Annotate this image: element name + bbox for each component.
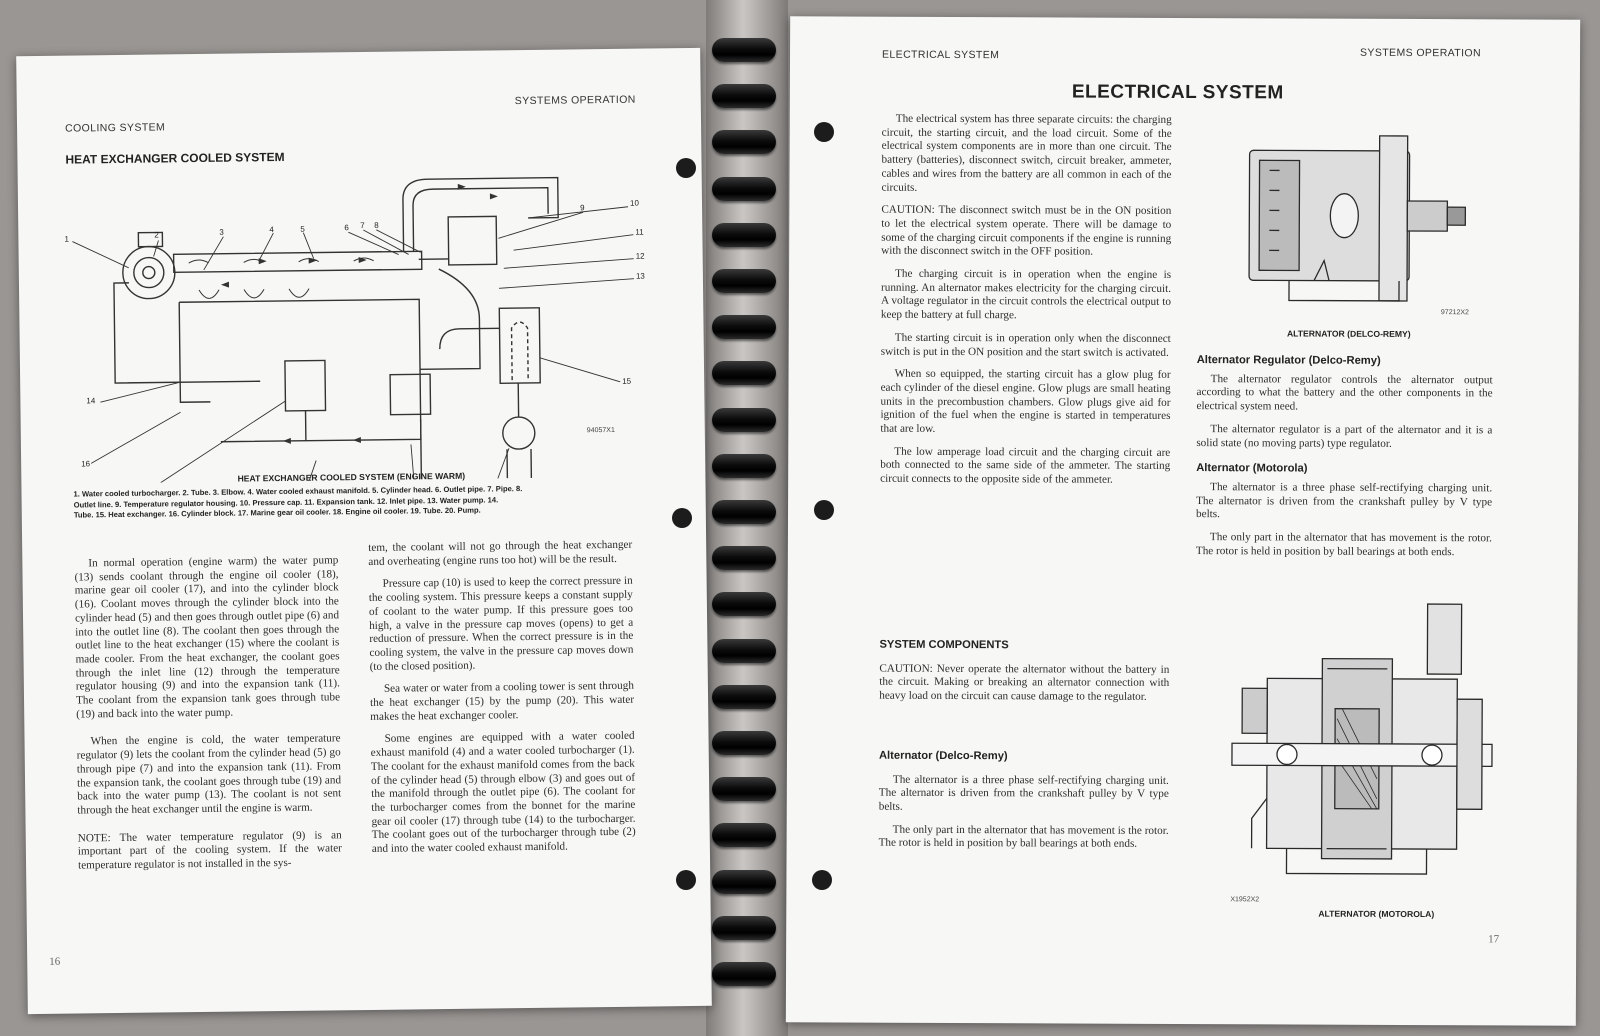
callout-9: 9 [580, 203, 585, 213]
motorola-heading: Alternator (Motorola) [1196, 462, 1308, 475]
regulator-heading: Alternator Regulator (Delco-Remy) [1196, 354, 1381, 367]
punch-hole [814, 122, 834, 142]
binding-coil [712, 592, 776, 616]
binding-coil [712, 962, 776, 986]
paragraph: The alternator regulator is a part of the alternator and it is a solid state (no moving parts) type regulator. [1196, 422, 1493, 450]
paragraph: The alternator is a three phase self-rectifying charging unit. The alternator is driven from the crankshaft pulley by V type belts. [878, 773, 1169, 813]
binding-coil [712, 731, 776, 755]
callout-3: 3 [219, 227, 224, 237]
page-number-right: 17 [1488, 933, 1500, 946]
paragraph: The electrical system has three separate circuits: the charging circuit, the starting circuit, and the load circuit. Some of the electrical system components are in more than one circuit. The battery (batteries), disconnect switch, circuit breaker, ammeter, cables and wires from the battery are all common in each of the circuits. [881, 112, 1172, 194]
right-column-1 [880, 113, 1172, 497]
paragraph: The charging circuit is in operation when the engine is running. An alternator makes electricity for the charging circuit. A voltage regulator in the circuit controls the electrical output to keep the battery at full charge. [880, 267, 1172, 322]
right-page [786, 16, 1580, 1025]
page-title: ELECTRICAL SYSTEM [1071, 81, 1284, 104]
paragraph: The only part in the alternator that has movement is the rotor. The rotor is held in position by ball bearings at both ends. [878, 823, 1169, 851]
system-components-section [879, 639, 1170, 861]
figure1-caption: ALTERNATOR (DELCO-REMY) [1286, 328, 1411, 339]
callout-2: 2 [154, 230, 159, 240]
paragraph: tem, the coolant will not go through the heat exchanger and overheating (engine runs too hot) will be the result. [368, 538, 633, 568]
page-number-left: 16 [49, 955, 61, 968]
callout-13: 13 [635, 271, 645, 281]
figure-caption: HEAT EXCHANGER COOLED SYSTEM (ENGINE WARM) [237, 470, 466, 484]
binding-coil [712, 130, 776, 154]
binding-coil [712, 777, 776, 801]
figure2-code: X1952X2 [1230, 896, 1260, 904]
binding-coil [712, 84, 776, 108]
paragraph: The alternator is a three phase self-rectifying charging unit. The alternator is driven from the crankshaft pulley by V type belts. [1196, 481, 1493, 521]
punch-hole [812, 870, 832, 890]
punch-hole [676, 870, 696, 890]
legend-line: Outlet line. 9. Temperature regulator housing. 10. Pressure cap. 11. Expansion tank. 12. Inlet pipe. 13. Water pump. 14. [73, 494, 499, 510]
caution-paragraph: CAUTION: The disconnect switch must be in the ON position to let the electrical system operate. There will be damage to some of the charging circuit components if the engine is running with the disconnect switch in the OFF position. [881, 203, 1172, 258]
legend-line: 1. Water cooled turbocharger. 2. Tube. 3. Elbow. 4. Water cooled exhaust manifold. 5. Cylinder head. 6. Outlet pipe. 7. Pipe. 8. [73, 484, 523, 499]
callout-10: 10 [629, 198, 639, 208]
paragraph: In normal operation (engine warm) the water pump (13) sends coolant through the engine oil cooler (18), marine gear oil cooler (17), and into the cylinder block (16). Coolant moves through the cylinder block into the cylinder head (5) and then goes through outlet pipe (6) and into the outlet line (8). The coolant then goes through the outlet line to the heat exchanger (15) where the coolant is made cooler. From the heat exchanger, the coolant goes through the inlet line (12) through the temperature regulator housing (9) and into the expansion tank (11). The coolant from the expansion tank goes through tube (19) and back into the water pump. [74, 554, 341, 721]
punch-hole [814, 500, 834, 520]
figure1-code: 97212X2 [1440, 309, 1469, 317]
right-column-2 [1196, 354, 1493, 569]
right-header-section: ELECTRICAL SYSTEM [882, 48, 1000, 62]
paragraph: Some engines are equipped with a water cooled exhaust manifold (4) and a water cooled turbocharger (1). The coolant for the exhaust manifold comes from the back of the cylinder head (5) through elbow (3) and goes out of the manifold through the outlet pipe (6). The coolant for the turbocharger comes from the bonnet for the marine gear oil cooler (17) through tube (14) to the turbocharger. The coolant goes out of the turbocharger through tube (2) and into the water cooled exhaust manifold. [370, 730, 636, 855]
callout-5: 5 [300, 224, 305, 234]
right-header-systems: SYSTEMS OPERATION [1360, 46, 1482, 60]
callout-1: 1 [64, 234, 69, 244]
callout-15: 15 [622, 376, 632, 386]
callout-8: 8 [374, 220, 379, 230]
caution-paragraph: CAUTION: Never operate the alternator without the battery in the circuit. Making or breaking an alternator connection with heavy load on the circuit can cause damage to the regulator. [879, 662, 1170, 703]
binding-coil [712, 685, 776, 709]
left-column-1 [74, 554, 342, 882]
binding-coil [712, 916, 776, 940]
paragraph: The only part in the alternator that has movement is the rotor. The rotor is held in position by ball bearings at both ends. [1195, 531, 1492, 558]
figure-legend [73, 482, 673, 521]
motorola-alternator-illustration [1226, 598, 1497, 879]
callout-7: 7 [360, 220, 365, 231]
callout-6: 6 [344, 223, 349, 233]
left-page [16, 48, 712, 1014]
paragraph: The alternator regulator controls the alternator output according to what the battery and the other components in the electrical system need. [1196, 372, 1493, 413]
system-components-heading: SYSTEM COMPONENTS [879, 638, 1009, 652]
binding-coil [712, 315, 776, 339]
cooling-system-diagram [57, 156, 671, 483]
callout-11: 11 [635, 227, 644, 237]
legend-line: Tube. 15. Heat exchanger. 16. Cylinder block. 17. Marine gear oil cooler. 18. Engine oil cooler. 19. Tube. 20. Pump. [73, 505, 481, 520]
binding-coil [712, 223, 776, 247]
note-paragraph: NOTE: The water temperature regulator (9) is an important part of the cooling system. If the water temperature regulator is not installed in the sys- [77, 828, 342, 872]
callout-12: 12 [635, 251, 645, 261]
punch-hole [676, 158, 696, 178]
binding-coil [712, 870, 776, 894]
figure-code: 94057X1 [586, 426, 615, 435]
binding-coil [712, 454, 776, 478]
callout-16: 16 [81, 459, 91, 469]
figure2-caption: ALTERNATOR (MOTOROLA) [1318, 908, 1435, 920]
paragraph: When the engine is cold, the water temperature regulator (9) lets the coolant from the cylinder head (5) go through pipe (7) and into the expansion tank (11). From the expansion tank, the coolant goes through tube (19) and back into the water pump (13). The coolant is not sent through the heat exchanger until the engine is warm. [76, 732, 342, 817]
section-title: HEAT EXCHANGER COOLED SYSTEM [65, 149, 285, 167]
binding-coil [712, 38, 776, 62]
binding-coil [712, 269, 776, 293]
callout-4: 4 [269, 225, 274, 235]
binding-coil [712, 639, 776, 663]
paragraph: Pressure cap (10) is used to keep the correct pressure in the cooling system. This pressure keeps a constant supply of coolant to the water pump. If this pressure goes too high, a valve in the pressure cap moves (opens) to get a reduction of pressure. When the correct pressure is in the cooling system, the valve in the pressure cap moves down (to the closed position). [368, 575, 634, 673]
callout-14: 14 [86, 396, 96, 406]
binding-coil [712, 177, 776, 201]
paragraph: Sea water or water from a cooling tower is sent through the heat exchanger (15) by the pump (20). This water makes the heat exchanger cooler. [370, 680, 635, 723]
left-column-2 [368, 539, 636, 866]
paragraph: The starting circuit is in operation only when the disconnect switch is put in the ON position and the start switch is activated. [880, 331, 1171, 359]
paragraph: The low amperage load circuit and the charging circuit are both connected to the same side of the ammeter. The starting circuit connects to the opposite side of the ammeter. [880, 445, 1171, 486]
paragraph: When so equipped, the starting circuit has a glow plug for each cylinder of the diesel engine. Glow plugs are small heating units in the precombustion chambers. Glow plugs give aid for ignition of the fuel when the engine is started in temperatures that are low. [880, 367, 1171, 435]
binding-coil [712, 408, 776, 432]
left-header-systems: SYSTEMS OPERATION [514, 93, 636, 108]
delco-remy-alternator-illustration [1219, 130, 1490, 316]
left-header-section: COOLING SYSTEM [64, 121, 166, 135]
binding-coil [712, 823, 776, 847]
binding-coil [712, 361, 776, 385]
punch-hole [672, 508, 692, 528]
binding-coil [712, 546, 776, 570]
binding-coil [712, 500, 776, 524]
delco-heading: Alternator (Delco-Remy) [878, 749, 1008, 763]
